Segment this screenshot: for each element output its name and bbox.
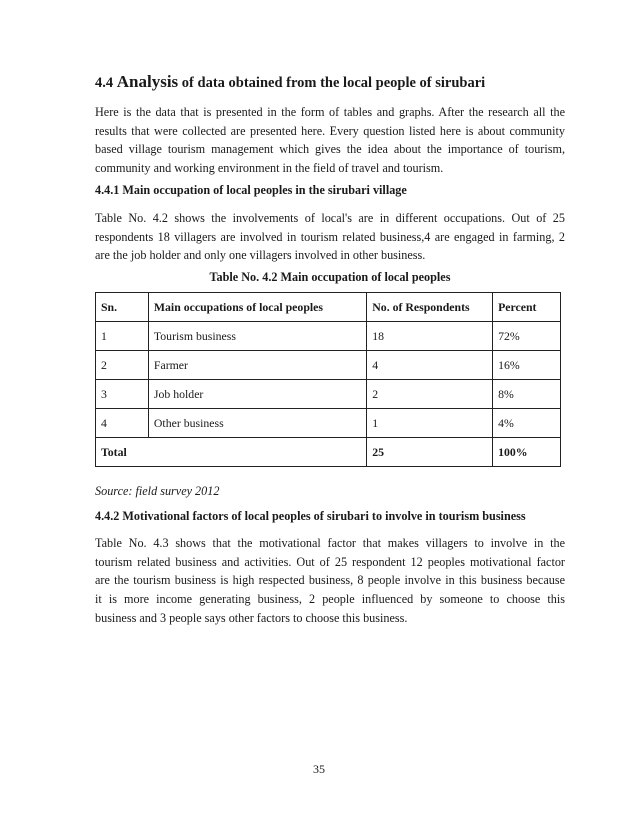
paragraph-line: it is more income generating business, 2 people influenced by someone to choose this xyxy=(95,592,565,607)
occupation-table xyxy=(95,292,561,467)
section-big-word: Analysis xyxy=(116,72,179,91)
subsection-2-paragraph xyxy=(95,534,565,628)
section-title-rest: of data obtained from the local people of sirubari xyxy=(181,75,486,91)
total-label: Total xyxy=(96,438,367,467)
paragraph-line: business and 3 people says other factors to choose this business. xyxy=(95,610,408,625)
cell-percent: 16% xyxy=(493,351,561,380)
cell-percent: 4% xyxy=(493,409,561,438)
section-heading xyxy=(95,72,485,92)
header-sn: Sn. xyxy=(96,293,149,322)
table-row xyxy=(96,380,561,409)
cell-occupation: Other business xyxy=(148,409,366,438)
intro-line: based village tourism management which gives the idea about the importance of tourism, xyxy=(95,142,565,157)
paragraph-line: Table No. 4.3 shows that the motivational factor that makes villagers to involve in the xyxy=(95,536,565,550)
subsection-1-paragraph xyxy=(95,209,565,265)
cell-respondents: 1 xyxy=(367,409,493,438)
paragraph-line: are the job holder and only one villagers involved in other business. xyxy=(95,248,426,263)
subsection-heading-1: 4.4.1 Main occupation of local peoples in the sirubari village xyxy=(95,183,407,197)
table-row xyxy=(96,351,561,380)
intro-line: results that were collected are presented here. Every question listed here is about community xyxy=(95,123,565,138)
cell-sn: 4 xyxy=(96,409,149,438)
paragraph-line: are the tourism business is high respected business, 8 people involve in this business because xyxy=(95,573,565,588)
cell-sn: 2 xyxy=(96,351,149,380)
cell-sn: 1 xyxy=(96,322,149,351)
cell-occupation: Job holder xyxy=(148,380,366,409)
intro-paragraph xyxy=(95,103,565,178)
table-header-row xyxy=(96,293,561,322)
cell-respondents: 4 xyxy=(367,351,493,380)
subsection-heading-2: 4.4.2 Motivational factors of local peoples of sirubari to involve in tourism business xyxy=(95,509,526,523)
table-row xyxy=(96,322,561,351)
table-source: Source: field survey 2012 xyxy=(95,484,220,498)
cell-percent: 72% xyxy=(493,322,561,351)
paragraph-line: Table No. 4.2 shows the involvements of local's are in different occupations. Out of 25 xyxy=(95,211,565,225)
intro-line: Here is the data that is presented in the form of tables and graphs. After the research all the xyxy=(95,105,565,119)
table-caption: Table No. 4.2 Main occupation of local peoples xyxy=(209,270,451,284)
total-respondents: 25 xyxy=(367,438,493,467)
header-percent: Percent xyxy=(493,293,561,322)
header-occupation: Main occupations of local peoples xyxy=(148,293,366,322)
header-respondents: No. of Respondents xyxy=(367,293,493,322)
cell-sn: 3 xyxy=(96,380,149,409)
paragraph-line: respondents 18 villagers are involved in tourism related business,4 are engaged in farming, 2 xyxy=(95,229,565,244)
total-percent: 100% xyxy=(493,438,561,467)
intro-line: community and working environment in the field of travel and tourism. xyxy=(95,161,444,176)
cell-occupation: Farmer xyxy=(148,351,366,380)
cell-respondents: 2 xyxy=(367,380,493,409)
cell-percent: 8% xyxy=(493,380,561,409)
table-row xyxy=(96,409,561,438)
table-total-row xyxy=(96,438,561,467)
paragraph-line: tourism related business and activities. Out of 25 respondent 12 peoples motivational factor xyxy=(95,554,565,569)
cell-occupation: Tourism business xyxy=(148,322,366,351)
page-number: 35 xyxy=(313,762,325,776)
cell-respondents: 18 xyxy=(367,322,493,351)
section-number: 4.4 xyxy=(95,75,114,91)
